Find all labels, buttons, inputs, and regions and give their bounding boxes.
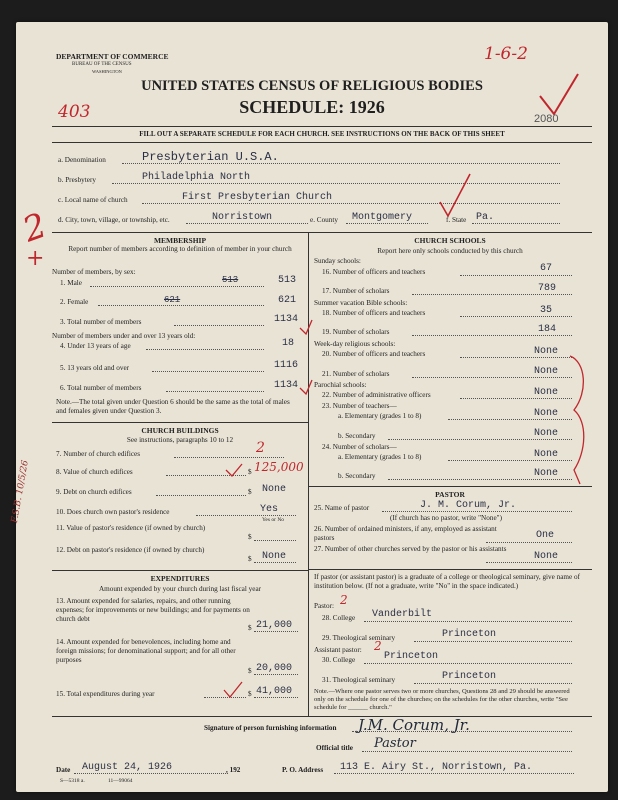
- q24a-label: a. Elementary (grades 1 to 8): [338, 453, 422, 461]
- signature-value: J.M. Corum, Jr.: [358, 716, 470, 734]
- denomination-value: Presbyterian U.S.A.: [142, 150, 279, 164]
- weekday-head: Week-day religious schools:: [314, 340, 396, 348]
- q4-label: 4. Under 13 years of age: [60, 342, 131, 350]
- q4-value: 18: [282, 338, 295, 349]
- schools-subtitle: Report here only schools conducted by this church: [377, 247, 523, 255]
- q10-hint: Yes or No: [262, 517, 285, 523]
- q22-label: 22. Number of administrative officers: [322, 391, 431, 399]
- q23a-label: a. Elementary (grades 1 to 8): [338, 412, 422, 420]
- q1-value: 513: [278, 275, 297, 286]
- graduate-note: If pastor (or assistant pastor) is a graduate of a college or theological seminary, give name of institution below. (If not a graduate, write "No" in the space indicated.): [314, 573, 580, 590]
- q2-struck: 621: [164, 295, 181, 305]
- county-label: e. County: [310, 216, 338, 224]
- q28-value: Vanderbilt: [372, 609, 433, 620]
- vacation-head: Summer vacation Bible schools:: [314, 299, 408, 307]
- expenditures-title: EXPENDITURES: [150, 574, 210, 583]
- q5-value: 1116: [274, 360, 299, 371]
- q22-value: None: [534, 387, 559, 398]
- q28-label: 28. College: [322, 614, 356, 622]
- q1-struck: 513: [222, 275, 239, 285]
- q15-value: 41,000: [256, 686, 293, 697]
- q15-label: 15. Total expenditures during year: [56, 690, 155, 698]
- q9-label: 9. Debt on church edifices: [56, 488, 132, 496]
- buildings-title: CHURCH BUILDINGS: [141, 426, 219, 435]
- q14-dollar: $: [248, 667, 252, 675]
- q2-label: 2. Female: [60, 298, 89, 306]
- q23-label: 23. Number of teachers—: [322, 402, 397, 410]
- q14-value: 20,000: [256, 663, 293, 674]
- form-schedule: SCHEDULE: 1926: [239, 97, 385, 117]
- q9-value: None: [262, 484, 287, 495]
- q24a-value: None: [534, 449, 559, 460]
- q21-value: None: [534, 366, 559, 377]
- expenditures-subtitle: Amount expended by your church during last fiscal year: [98, 585, 262, 593]
- q23b-label: b. Secondary: [338, 432, 376, 440]
- address-label: P. O. Address: [282, 766, 324, 774]
- buildings-subtitle: See instructions, paragraphs 10 to 12: [126, 436, 234, 444]
- q27-value: None: [534, 551, 559, 562]
- q1-label: 1. Male: [60, 279, 82, 287]
- red-margin-mark: 2: [17, 205, 52, 251]
- city-label: WASHINGTON: [92, 69, 122, 74]
- q27-label: 27. Number of other churches served by the pastor or his assistants: [314, 545, 507, 553]
- q25-label: 25. Name of pastor: [314, 504, 370, 512]
- q12-label: 12. Debt on pastor's residence (if owned by church): [56, 546, 205, 554]
- q30-label: 30. College: [322, 656, 356, 664]
- assistant-red-mark: 2: [374, 639, 382, 653]
- q14-label: 14. Amount expended for benevolences, including home and foreign missions; for denominational support; and for all other purposes: [56, 638, 236, 664]
- membership-title: MEMBERSHIP: [153, 236, 207, 245]
- schools-title: CHURCH SCHOOLS: [414, 236, 486, 245]
- q7-label: 7. Number of church edifices: [56, 450, 141, 458]
- q30-value: Princeton: [384, 651, 439, 662]
- q23b-value: None: [534, 428, 559, 439]
- hand-top-right: 1-6-2: [484, 44, 528, 64]
- q12-value: None: [262, 551, 287, 562]
- q13-label: 13. Amount expended for salaries, repairs, and other running expenses; for improvements or new buildings; and for payments on church debt: [56, 597, 250, 623]
- q29-value: Princeton: [442, 629, 497, 640]
- red-plus-mark: +: [26, 246, 45, 271]
- pastor-sub-label: Pastor:: [314, 602, 334, 610]
- q26-label: 26. Number of ordained ministers, if any, employed as assistant pastors: [314, 525, 497, 542]
- q18-label: 18. Number of officers and teachers: [322, 309, 426, 317]
- membership-note: Note.—The total given under Question 6 should be the same as the total of males and females given under Question 3.: [56, 398, 290, 415]
- date-label: Date: [56, 766, 71, 774]
- q24b-value: None: [534, 468, 559, 479]
- q25-value: J. M. Corum, Jr.: [420, 500, 517, 511]
- q23a-value: None: [534, 408, 559, 419]
- date-value: August 24, 1926: [82, 762, 173, 773]
- city-label: d. City, town, village, or township, etc.: [58, 216, 170, 224]
- pastor-note: Note.—Where one pastor serves two or more churches, Questions 28 and 29 should be answered only on the schedule for one of the churches; on the schedules for the other churches, write "See schedule for ______ church.": [314, 688, 570, 711]
- q29-label: 29. Theological seminary: [322, 634, 396, 642]
- sunday-head: Sunday schools:: [314, 257, 361, 265]
- stamp-number: 2080: [534, 113, 559, 125]
- q3-value: 1134: [274, 314, 299, 325]
- q15-dollar: $: [248, 690, 252, 698]
- q2-value: 621: [278, 295, 297, 306]
- red-tick-icon: [222, 680, 246, 700]
- check-mark-icon: [436, 172, 476, 222]
- official-title-value: Pastor: [374, 736, 416, 751]
- instruction: FILL OUT A SEPARATE SCHEDULE FOR EACH CHURCH. SEE INSTRUCTIONS ON THE BACK OF THIS SHEET: [139, 130, 505, 138]
- q31-value: Princeton: [442, 671, 497, 682]
- red-tick-icon: [224, 462, 244, 478]
- dept-label: DEPARTMENT OF COMMERCE: [56, 52, 169, 61]
- q31-label: 31. Theological seminary: [322, 676, 396, 684]
- county-value: Montgomery: [352, 212, 413, 223]
- denomination-label: a. Denomination: [58, 156, 106, 164]
- q10-label: 10. Does church own pastor's residence: [56, 508, 170, 516]
- form-title: UNITED STATES CENSUS OF RELIGIOUS BODIES: [141, 78, 483, 94]
- q8-dollar: $: [248, 468, 252, 476]
- state-value: Pa.: [476, 212, 495, 223]
- q6-value: 1134: [274, 380, 299, 391]
- red-tick-icon: [298, 318, 314, 398]
- pastor-title: PASTOR: [435, 490, 465, 499]
- q13-value: 21,000: [256, 620, 293, 631]
- q10-value: Yes: [260, 504, 279, 515]
- q18-value: 35: [540, 305, 553, 316]
- church-name-value: First Presbyterian Church: [182, 192, 333, 203]
- q17-label: 17. Number of scholars: [322, 287, 390, 295]
- assistant-label: Assistant pastor:: [314, 646, 362, 654]
- presbytery-value: Philadelphia North: [142, 172, 251, 183]
- q17-value: 789: [538, 283, 557, 294]
- hand-top-left: 403: [58, 102, 91, 122]
- q16-label: 16. Number of officers and teachers: [322, 268, 426, 276]
- bureau-label: BUREAU OF THE CENSUS: [72, 62, 132, 67]
- q25-hint: (If church has no pastor, write "None"): [390, 514, 502, 522]
- q8-label: 8. Value of church edifices: [56, 468, 133, 476]
- age-head: Number of members under and over 13 years old:: [52, 332, 196, 340]
- q16-value: 67: [540, 263, 553, 274]
- q9-dollar: $: [248, 488, 252, 496]
- side-note: F.S.B. 10/5/26: [10, 459, 31, 524]
- q13-dollar: $: [248, 624, 252, 632]
- census-schedule-sheet: [10, 22, 608, 792]
- official-title-label: Official title: [316, 744, 353, 752]
- q19-value: 184: [538, 324, 557, 335]
- city-value: Norristown: [212, 212, 273, 223]
- state-label: f. State: [446, 216, 467, 224]
- q11-label: 11. Value of pastor's residence (if owned by church): [56, 524, 206, 532]
- q24-label: 24. Number of scholars—: [322, 443, 397, 451]
- q8-value: 125,000: [254, 460, 304, 474]
- q12-dollar: $: [248, 555, 252, 563]
- q6-label: 6. Total number of members: [60, 384, 142, 392]
- membership-subtitle: Report number of members according to definition of member in your church: [68, 245, 292, 253]
- q19-label: 19. Number of scholars: [322, 328, 390, 336]
- by-sex-label: Number of members, by sex:: [52, 268, 136, 276]
- q26-value: One: [536, 530, 555, 541]
- q11-dollar: $: [248, 533, 252, 541]
- signature-label: Signature of person furnishing information: [204, 724, 337, 732]
- q21-label: 21. Number of scholars: [322, 370, 390, 378]
- q20-value: None: [534, 346, 559, 357]
- presbytery-label: b. Presbytery: [58, 176, 96, 184]
- form-code: S—5318 a.: [60, 778, 85, 784]
- address-value: 113 E. Airy St., Norristown, Pa.: [340, 762, 533, 773]
- q7-value: 2: [256, 440, 265, 456]
- q5-label: 5. 13 years old and over: [60, 364, 130, 372]
- form-num: 11—99064: [108, 778, 133, 784]
- q20-label: 20. Number of officers and teachers: [322, 350, 426, 358]
- parochial-head: Parochial schools:: [314, 381, 367, 389]
- pastor-red-mark: 2: [340, 593, 348, 607]
- church-name-label: c. Local name of church: [58, 196, 128, 204]
- q3-label: 3. Total number of members: [60, 318, 142, 326]
- red-bracket-mark: [566, 352, 592, 492]
- year-suffix: , 192: [226, 766, 241, 774]
- q24b-label: b. Secondary: [338, 472, 376, 480]
